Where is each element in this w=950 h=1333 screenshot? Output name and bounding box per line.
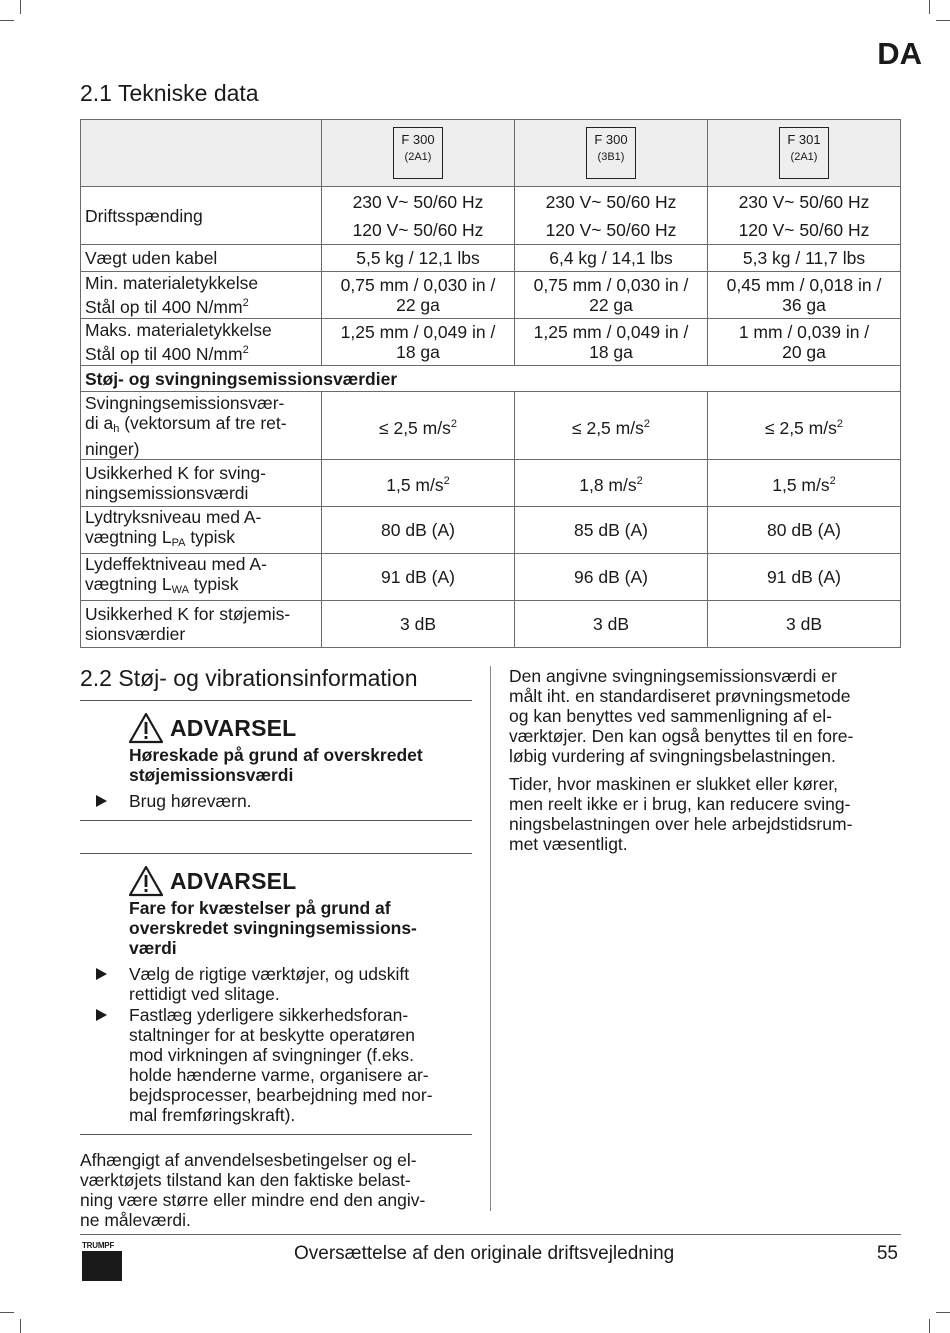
cell-min-thickness: 0,75 mm / 0,030 in / 22 ga	[322, 272, 515, 319]
warning-subtitle: Høreskade på grund af overskredet støjemissionsværdi	[129, 745, 423, 785]
superscript: 2	[242, 297, 249, 309]
voltage-230: 230 V~ 50/60 Hz	[545, 191, 677, 212]
list-item: Brug høreværn.	[80, 791, 472, 811]
cell-vibration-uncertainty: 1,5 $m/s^2$	[322, 460, 515, 507]
table-row-min-thickness	[81, 272, 901, 319]
list-item: Fastlæg yderligere sikkerhedsforan- staltninger for at beskytte operatøren mod virkningen af svingninger (f.eks. holde hænderne varme, organisere ar- bejdsprocesser, bearbejdning med nor- mal fremføringskraft).	[80, 1005, 472, 1125]
warning-title: ADVARSEL	[170, 867, 297, 894]
warning-header	[80, 864, 472, 898]
trumpf-logo	[82, 1241, 122, 1281]
warning-title: ADVARSEL	[170, 714, 297, 741]
crop-mark	[0, 20, 14, 21]
table-row-max-thickness	[81, 319, 901, 366]
table-row-sound-pressure	[81, 507, 901, 554]
model-name: F 300	[401, 132, 435, 147]
row-label: Usikkerhed K for sving- ningsemissionsværdi	[81, 460, 322, 507]
cell-voltage	[322, 187, 515, 245]
model-name: F 301	[787, 132, 821, 147]
cell-sound-power: 96 dB (A)	[515, 554, 708, 601]
section-title-noise-vibration: 2.2 Støj- og vibrationsinformation	[80, 665, 418, 691]
crop-mark	[936, 20, 950, 21]
cell-sound-pressure: 80 dB (A)	[322, 507, 515, 554]
subscript: WA	[171, 584, 189, 596]
cell-sound-pressure: 85 dB (A)	[515, 507, 708, 554]
row-label	[81, 272, 322, 319]
right-column	[509, 666, 901, 854]
row-label: Usikkerhed K for støjemis- sionsværdier	[81, 601, 322, 648]
table-row-voltage	[81, 187, 901, 245]
cell-noise-uncertainty: 3 dB	[322, 601, 515, 648]
logo-text: TRUMPF	[82, 1241, 115, 1250]
row-label	[81, 319, 322, 366]
page-number: 55	[876, 1243, 898, 1264]
crop-mark	[20, 1319, 21, 1333]
voltage-230: 230 V~ 50/60 Hz	[738, 191, 870, 212]
column-divider	[490, 666, 491, 1211]
cell-weight: 5,5 kg / 12,1 lbs	[322, 245, 515, 272]
label-line: Stål op til 400 N/mm	[85, 344, 243, 364]
arrow-right-icon	[96, 1009, 107, 1021]
cell-noise-uncertainty: 3 dB	[708, 601, 901, 648]
model-header-cell	[708, 120, 901, 187]
row-label: Lydtryksniveau med A- vægtning $L_{PA}$ typisk	[81, 507, 322, 554]
warning-box-hearing	[80, 700, 472, 821]
table-row-noise-uncertainty	[81, 601, 901, 648]
model-name: F 300	[594, 132, 628, 147]
warning-triangle-icon	[128, 865, 164, 897]
cell-weight: 6,4 kg / 14,1 lbs	[515, 245, 708, 272]
crop-mark	[929, 1319, 930, 1333]
warning-steps	[80, 791, 472, 811]
cell-voltage	[708, 187, 901, 245]
table-row-vibration	[81, 392, 901, 460]
warning-header	[80, 711, 472, 745]
subscript: PA	[171, 537, 186, 549]
cell-voltage	[515, 187, 708, 245]
cell-sound-power: 91 dB (A)	[708, 554, 901, 601]
warning-box-vibration	[80, 853, 472, 1135]
paragraph-measurement-note: Afhængigt af anvendelsesbetingelser og el- værktøjets tilstand kan den faktiske belast- ning være større eller mindre end den angiv- ne måleværdi.	[80, 1150, 426, 1230]
left-column	[80, 664, 472, 1230]
cell-sound-power: 91 dB (A)	[322, 554, 515, 601]
cell-min-thickness: 0,75 mm / 0,030 in / 22 ga	[515, 272, 708, 319]
table-row-sound-power	[81, 554, 901, 601]
paragraph-idle-times: Tider, hvor maskinen er slukket eller kører, men reelt ikke er i brug, kan reducere sving- ningsbelastningen over hele arbejdstidsrum- met væsentligt.	[509, 774, 853, 854]
footer-text: Oversættelse af den originale driftsvejledning	[294, 1243, 675, 1264]
cell-max-thickness: 1 mm / 0,039 in / 20 ga	[708, 319, 901, 366]
model-variant: (3B1)	[597, 151, 625, 163]
crop-mark	[20, 0, 21, 14]
model-box	[779, 127, 829, 179]
superscript: 2	[242, 344, 249, 356]
label-line: Maks. materialetykkelse	[85, 320, 272, 340]
crop-mark	[936, 1312, 950, 1313]
subscript: h	[113, 422, 120, 435]
table-group-heading	[81, 366, 901, 392]
cell-vibration: ≤ 2,5 $m/s^2$	[708, 392, 901, 460]
warning-steps	[80, 964, 472, 1125]
warning-subtitle: Fare for kvæstelser på grund af overskredet svingningsemissions- værdi	[129, 898, 417, 958]
cell-vibration: ≤ 2,5 $m/s^2$	[515, 392, 708, 460]
arrow-right-icon	[96, 968, 107, 980]
language-code: DA	[877, 36, 922, 71]
technical-data-table	[80, 119, 901, 648]
cell-min-thickness: 0,45 mm / 0,018 in / 36 ga	[708, 272, 901, 319]
group-heading-label: Støj- og svingningsemissionsværdier	[81, 366, 901, 392]
row-label: Driftsspænding	[81, 187, 322, 245]
cell-vibration-uncertainty: 1,5 $m/s^2$	[708, 460, 901, 507]
model-box	[393, 127, 443, 179]
voltage-120: 120 V~ 50/60 Hz	[352, 219, 484, 240]
row-label: Vægt uden kabel	[81, 245, 322, 272]
voltage-230: 230 V~ 50/60 Hz	[352, 191, 484, 212]
paragraph-emission-value: Den angivne svingningsemissionsværdi er målt iht. en standardiseret prøvningsmetode og kan benyttes ved sammenligning af el- værktøjer. Den kan også benyttes til en fore- løbig vurdering af svingningsbelastningen.	[509, 666, 854, 766]
table-corner-cell	[81, 120, 322, 187]
footer-divider	[80, 1234, 901, 1235]
crop-mark	[929, 0, 930, 14]
list-item: Vælg de rigtige værktøjer, og udskift rettidigt ved slitage.	[80, 964, 472, 1004]
section-title-technical-data: 2.1 Tekniske data	[80, 80, 259, 106]
logo-block	[82, 1251, 122, 1281]
cell-vibration-uncertainty: 1,8 $m/s^2$	[515, 460, 708, 507]
label-line: Min. materialetykkelse	[85, 273, 259, 293]
cell-vibration: ≤ 2,5 $m/s^2$	[322, 392, 515, 460]
label-line: Stål op til 400 N/mm	[85, 297, 243, 317]
crop-mark	[0, 1312, 14, 1313]
warning-triangle-icon	[128, 712, 164, 744]
cell-sound-pressure: 80 dB (A)	[708, 507, 901, 554]
cell-max-thickness: 1,25 mm / 0,049 in / 18 ga	[322, 319, 515, 366]
model-variant: (2A1)	[790, 151, 818, 163]
voltage-120: 120 V~ 50/60 Hz	[545, 219, 677, 240]
table-row-weight	[81, 245, 901, 272]
cell-noise-uncertainty: 3 dB	[515, 601, 708, 648]
arrow-right-icon	[96, 795, 107, 807]
table-header-row	[81, 120, 901, 187]
cell-weight: 5,3 kg / 11,7 lbs	[708, 245, 901, 272]
voltage-120: 120 V~ 50/60 Hz	[738, 219, 870, 240]
cell-max-thickness: 1,25 mm / 0,049 in / 18 ga	[515, 319, 708, 366]
model-variant: (2A1)	[404, 151, 432, 163]
row-label: Svingningsemissionsvær- di $a_h$ (vektorsum af tre ret- ninger)	[81, 392, 322, 460]
model-box	[586, 127, 636, 179]
table-row-vibration-uncertainty	[81, 460, 901, 507]
row-label: Lydeffektniveau med A- vægtning $L_{WA}$ typisk	[81, 554, 322, 601]
model-header-cell	[322, 120, 515, 187]
model-header-cell	[515, 120, 708, 187]
